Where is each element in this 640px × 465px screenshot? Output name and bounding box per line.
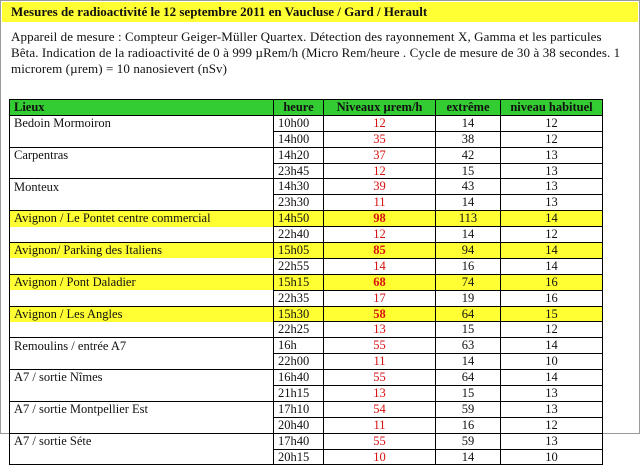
table-row: [10, 243, 603, 259]
cell-niveau: 14: [324, 258, 436, 274]
measurements-table: [9, 99, 603, 465]
cell-habituel: 16: [501, 290, 603, 306]
cell-heure: 22h35: [274, 290, 324, 306]
cell-lieu: Remoulins / entrée A7: [10, 338, 274, 354]
cell-lieu: A7 / sortie Montpellier Est: [10, 401, 274, 417]
cell-extreme: 19: [436, 290, 501, 306]
cell-lieu-empty: [10, 163, 274, 179]
cell-heure: 16h40: [274, 370, 324, 386]
title-bar: [2, 2, 638, 22]
cell-heure: 15h05: [274, 243, 324, 259]
cell-extreme: 14: [436, 227, 501, 243]
cell-lieu-empty: [10, 195, 274, 211]
cell-habituel: 12: [501, 417, 603, 433]
cell-lieu-empty: [10, 417, 274, 433]
cell-lieu-empty: [10, 290, 274, 306]
cell-niveau: 11: [324, 417, 436, 433]
table-row: [10, 131, 603, 147]
cell-extreme: 14: [436, 449, 501, 465]
cell-heure: 22h40: [274, 227, 324, 243]
cell-extreme: 14: [436, 195, 501, 211]
page-title: Mesures de radioactivité le 12 septembre 2011 en Vaucluse / Gard / Herault: [11, 4, 428, 19]
cell-lieu-empty: [10, 449, 274, 465]
cell-heure: 10h00: [274, 115, 324, 131]
cell-extreme: 64: [436, 370, 501, 386]
cell-heure: 14h00: [274, 131, 324, 147]
cell-extreme: 16: [436, 258, 501, 274]
cell-extreme: 38: [436, 131, 501, 147]
cell-heure: 17h40: [274, 433, 324, 449]
table-row: [10, 258, 603, 274]
cell-niveau: 58: [324, 306, 436, 322]
cell-heure: 16h: [274, 338, 324, 354]
cell-lieu: A7 / sortie Séte: [10, 433, 274, 449]
cell-extreme: 74: [436, 274, 501, 290]
cell-niveau: 17: [324, 290, 436, 306]
cell-niveau: 11: [324, 195, 436, 211]
cell-heure: 22h25: [274, 322, 324, 338]
device-description: Appareil de mesure : Compteur Geiger-Müller Quartex. Détection des rayonnement X, Gamma et les particules Bêta. Indication de la radioactivité de 0 à 999 µRem/h (Micro Rem/heure . Cycle de mesure de 30 à 38 secondes. 1 microrem (µrem) = 10 nanosievert (nSv): [11, 29, 621, 76]
cell-extreme: 15: [436, 386, 501, 402]
cell-habituel: 12: [501, 131, 603, 147]
table-header-row: [10, 100, 603, 116]
cell-niveau: 37: [324, 147, 436, 163]
table-row: [10, 115, 603, 131]
cell-habituel: 16: [501, 274, 603, 290]
cell-habituel: 13: [501, 401, 603, 417]
cell-niveau: 55: [324, 370, 436, 386]
cell-habituel: 13: [501, 386, 603, 402]
cell-heure: 14h20: [274, 147, 324, 163]
cell-habituel: 14: [501, 370, 603, 386]
cell-habituel: 12: [501, 115, 603, 131]
table-row: [10, 195, 603, 211]
cell-lieu-empty: [10, 131, 274, 147]
cell-lieu: Monteux: [10, 179, 274, 195]
table-row: [10, 211, 603, 227]
cell-extreme: 14: [436, 354, 501, 370]
cell-niveau: 12: [324, 115, 436, 131]
table-row: [10, 227, 603, 243]
cell-heure: 15h15: [274, 274, 324, 290]
cell-niveau: 85: [324, 243, 436, 259]
table-row: [10, 449, 603, 465]
cell-habituel: 10: [501, 449, 603, 465]
cell-habituel: 12: [501, 322, 603, 338]
cell-niveau: 68: [324, 274, 436, 290]
cell-heure: 21h15: [274, 386, 324, 402]
cell-heure: 20h40: [274, 417, 324, 433]
cell-lieu: A7 / sortie Nîmes: [10, 370, 274, 386]
table-body: [10, 115, 603, 465]
cell-lieu: Carpentras: [10, 147, 274, 163]
cell-habituel: 14: [501, 258, 603, 274]
table-row: [10, 147, 603, 163]
table-row: [10, 401, 603, 417]
cell-niveau: 10: [324, 449, 436, 465]
table-row: [10, 322, 603, 338]
cell-niveau: 39: [324, 179, 436, 195]
cell-heure: 23h45: [274, 163, 324, 179]
cell-heure: 22h55: [274, 258, 324, 274]
header-niveau-habituel: niveau habituel: [501, 100, 603, 116]
cell-niveau: 12: [324, 227, 436, 243]
cell-extreme: 15: [436, 322, 501, 338]
cell-niveau: 98: [324, 211, 436, 227]
cell-niveau: 13: [324, 322, 436, 338]
cell-lieu-empty: [10, 322, 274, 338]
cell-extreme: 113: [436, 211, 501, 227]
cell-lieu: Avignon/ Parking des Italiens: [10, 243, 274, 259]
cell-lieu: Avignon / Pont Daladier: [10, 274, 274, 290]
cell-heure: 17h10: [274, 401, 324, 417]
header-niveaux: Niveaux µrem/h: [324, 100, 436, 116]
cell-niveau: 54: [324, 401, 436, 417]
cell-lieu: Avignon / Le Pontet centre commercial: [10, 211, 274, 227]
cell-extreme: 64: [436, 306, 501, 322]
cell-heure: 20h15: [274, 449, 324, 465]
cell-habituel: 14: [501, 211, 603, 227]
cell-habituel: 14: [501, 338, 603, 354]
cell-habituel: 13: [501, 179, 603, 195]
cell-extreme: 94: [436, 243, 501, 259]
cell-lieu-empty: [10, 354, 274, 370]
table-row: [10, 163, 603, 179]
cell-habituel: 13: [501, 433, 603, 449]
cell-habituel: 13: [501, 163, 603, 179]
cell-niveau: 55: [324, 338, 436, 354]
cell-niveau: 11: [324, 354, 436, 370]
cell-heure: 15h30: [274, 306, 324, 322]
cell-heure: 14h50: [274, 211, 324, 227]
cell-extreme: 43: [436, 179, 501, 195]
cell-heure: 23h30: [274, 195, 324, 211]
cell-lieu-empty: [10, 258, 274, 274]
cell-habituel: 13: [501, 147, 603, 163]
cell-lieu: Bedoin Mormoiron: [10, 115, 274, 131]
table-row: [10, 179, 603, 195]
cell-habituel: 10: [501, 354, 603, 370]
table-row: [10, 417, 603, 433]
table-row: [10, 306, 603, 322]
cell-niveau: 35: [324, 131, 436, 147]
table-row: [10, 290, 603, 306]
table-row: [10, 354, 603, 370]
cell-habituel: 15: [501, 306, 603, 322]
cell-lieu-empty: [10, 227, 274, 243]
cell-extreme: 59: [436, 401, 501, 417]
table-row: [10, 274, 603, 290]
cell-niveau: 55: [324, 433, 436, 449]
cell-niveau: 12: [324, 163, 436, 179]
table-row: [10, 433, 603, 449]
cell-extreme: 15: [436, 163, 501, 179]
header-heure: heure: [274, 100, 324, 116]
cell-habituel: 13: [501, 195, 603, 211]
cell-habituel: 12: [501, 227, 603, 243]
cell-habituel: 14: [501, 243, 603, 259]
cell-lieu: Avignon / Les Angles: [10, 306, 274, 322]
header-lieux: Lieux: [10, 100, 274, 116]
cell-heure: 22h00: [274, 354, 324, 370]
cell-extreme: 59: [436, 433, 501, 449]
cell-extreme: 42: [436, 147, 501, 163]
cell-lieu-empty: [10, 386, 274, 402]
table-row: [10, 386, 603, 402]
cell-extreme: 14: [436, 115, 501, 131]
table-row: [10, 370, 603, 386]
header-extreme: extrême: [436, 100, 501, 116]
cell-extreme: 16: [436, 417, 501, 433]
cell-heure: 14h30: [274, 179, 324, 195]
cell-niveau: 13: [324, 386, 436, 402]
cell-extreme: 63: [436, 338, 501, 354]
table-row: [10, 338, 603, 354]
